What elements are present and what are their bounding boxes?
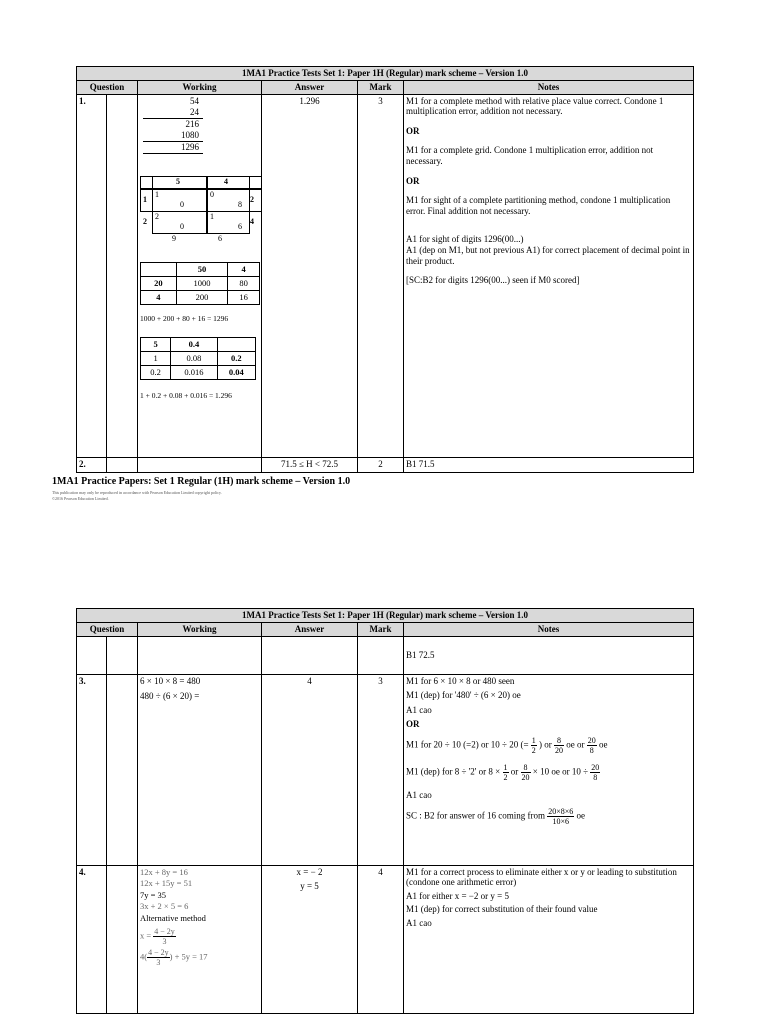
fraction — [531, 736, 537, 755]
fraction — [503, 763, 509, 782]
lattice-cell-digit: 0 — [180, 199, 184, 209]
header-answer: Answer — [262, 623, 358, 637]
mark-cell — [358, 636, 404, 674]
answer-cell: 71.5 ≤ H < 72.5 — [262, 457, 358, 472]
fraction-num: 1 — [531, 736, 536, 746]
question-subpart — [107, 457, 138, 472]
header-working: Working — [138, 81, 262, 95]
fraction-num: 20 — [591, 763, 600, 773]
mult-line: 1296 — [143, 142, 203, 154]
working-line: 12x + 8y = 16 — [140, 866, 188, 877]
question-row-1 — [77, 94, 694, 457]
grid-cell — [217, 338, 255, 352]
mark-scheme-table-1 — [76, 66, 694, 473]
note-line: M1 (dep) for '480' ÷ (6 × 20) oe — [406, 690, 521, 701]
lattice-top-digit: 5 — [176, 176, 180, 186]
grid-cell — [141, 262, 177, 276]
header-question: Question — [77, 623, 138, 637]
note-text: oe or — [566, 739, 585, 750]
note-text: ) or — [539, 739, 552, 750]
working-text: ) + 5y = 17 — [169, 951, 208, 962]
working-line: 480 ÷ (6 × 20) = — [140, 691, 200, 702]
note-line: A1 for either x = −2 or y = 5 — [406, 890, 509, 901]
working-line: Alternative method — [140, 912, 206, 923]
fraction-den: 3 — [156, 958, 161, 968]
note-text: M1 (dep) for 8 ÷ '2' or 8 × — [406, 766, 501, 777]
lattice-left-digit: 1 — [143, 194, 147, 204]
note-line: A1 for sight of digits 1296(00...) — [406, 234, 524, 245]
lattice-cell-digit: 8 — [238, 199, 242, 209]
lattice-bottom-digit: 6 — [218, 233, 222, 243]
answer-cell — [262, 865, 358, 1013]
fraction-num: 8 — [554, 736, 564, 746]
mult-line: 54 — [190, 95, 199, 106]
grid-row — [141, 338, 256, 352]
fraction-den: 20 — [555, 746, 564, 756]
fraction-den: 8 — [593, 773, 598, 783]
question-row-2-continued — [77, 636, 694, 674]
mult-line: 1080 — [143, 130, 203, 142]
question-subpart — [107, 636, 138, 674]
note-line: M1 for sight of a complete partitioning method, condone 1 multiplication error. Final addition not necessary. — [406, 195, 671, 216]
fraction — [590, 763, 600, 782]
note-or: OR — [406, 125, 420, 136]
grid2-equation: 1 + 0.2 + 0.08 + 0.016 = 1.296 — [140, 391, 232, 401]
note-text: SC : B2 for answer of 16 coming from — [406, 810, 545, 821]
grid-cell: 0.04 — [217, 366, 255, 380]
answer-line: y = 5 — [300, 881, 319, 892]
fraction-den: 20 — [521, 773, 530, 783]
header-answer: Answer — [262, 81, 358, 95]
mult-line: 24 — [143, 107, 203, 119]
header-notes: Notes — [404, 623, 694, 637]
fraction-num: 1 — [503, 763, 508, 773]
note-line: M1 for a complete method with relative place value correct. Condone 1 multiplication error, addition not necessary. — [406, 95, 664, 117]
grid-cell: 0.2 — [141, 366, 171, 380]
fraction — [521, 763, 531, 782]
notes-cell — [404, 674, 694, 865]
mark-cell: 3 — [358, 94, 404, 457]
header-notes: Notes — [404, 81, 694, 95]
grid-cell: 4 — [141, 290, 177, 304]
note-line — [406, 763, 691, 782]
note-line: A1 (dep on M1, but not previous A1) for correct placement of decimal point in their product. — [406, 245, 690, 266]
grid-cell: 1 — [141, 352, 171, 366]
grid-cell: 0.4 — [171, 338, 218, 352]
lattice-cell-digit: 1 — [155, 189, 159, 199]
question-row-4 — [77, 865, 694, 1013]
partition-grid-1 — [140, 262, 260, 305]
note-text: or — [510, 766, 519, 777]
working-cell — [138, 457, 262, 472]
lattice-bottom-digit: 9 — [172, 233, 176, 243]
grid-row — [141, 290, 260, 304]
fraction-num: 8 — [521, 763, 531, 773]
mark-scheme-page-2 — [0, 600, 768, 1024]
notes-cell: B1 72.5 — [404, 636, 694, 674]
working-cell — [138, 865, 262, 1013]
header-mark: Mark — [358, 623, 404, 637]
question-number: 4. — [77, 865, 107, 1013]
note-line — [406, 736, 691, 755]
fraction — [147, 948, 170, 967]
note-line: M1 for a correct process to eliminate either x or y or leading to substitution (condone one arithmetic error) — [406, 866, 677, 888]
answer-cell: 4 — [262, 674, 358, 865]
fraction — [554, 736, 564, 755]
lattice-cell-digit: 1 — [210, 211, 214, 221]
fraction — [153, 927, 176, 946]
answer-cell: 1.296 — [262, 94, 358, 457]
lattice-right-digit: 2 — [250, 194, 254, 204]
note-text: oe — [576, 810, 586, 821]
note-line: M1 for 6 × 10 × 8 or 480 seen — [406, 675, 515, 686]
question-number: 1. — [77, 94, 107, 457]
fraction-den: 8 — [589, 746, 594, 756]
note-or: OR — [406, 719, 420, 730]
mark-cell: 4 — [358, 865, 404, 1013]
partition-grid-2 — [140, 337, 256, 380]
grid-cell: 20 — [141, 276, 177, 290]
question-number: 3. — [77, 674, 107, 865]
notes-cell — [404, 865, 694, 1013]
fraction — [587, 736, 597, 755]
header-working: Working — [138, 623, 262, 637]
working-text: x = — [140, 930, 152, 941]
note-line: A1 cao — [406, 704, 432, 715]
answer-cell — [262, 636, 358, 674]
note-line: M1 for a complete grid. Condone 1 multiplication error, addition not necessary. — [406, 145, 654, 167]
fraction — [547, 807, 574, 826]
question-number: 2. — [77, 457, 107, 472]
long-multiplication — [143, 96, 203, 154]
footer-title: 1MA1 Practice Papers: Set 1 Regular (1H) mark scheme – Version 1.0 — [52, 476, 351, 487]
grid-row — [141, 352, 256, 366]
note-line: A1 cao — [406, 918, 432, 929]
lattice-grid — [140, 176, 260, 248]
working-cell — [138, 94, 262, 457]
question-number — [77, 636, 107, 674]
mark-scheme-table-2 — [76, 608, 694, 1014]
grid-cell: 0.08 — [171, 352, 218, 366]
mark-cell: 2 — [358, 457, 404, 472]
working-line — [140, 948, 259, 967]
working-text: 4( — [140, 951, 148, 962]
mult-line: 216 — [185, 118, 199, 129]
grid-row — [141, 366, 256, 380]
grid-cell: 80 — [228, 276, 260, 290]
fraction-den: 2 — [531, 746, 536, 756]
lattice-left-digit: 2 — [143, 216, 147, 226]
grid-cell: 200 — [176, 290, 228, 304]
fraction-den: 10×6 — [552, 816, 569, 826]
grid-cell: 0.016 — [171, 366, 218, 380]
working-line: 6 × 10 × 8 = 480 — [140, 675, 201, 686]
notes-cell — [404, 94, 694, 457]
mark-cell: 3 — [358, 674, 404, 865]
grid-cell: 16 — [228, 290, 260, 304]
note-text: oe — [599, 739, 608, 750]
working-cell — [138, 636, 262, 674]
lattice-cell-digit: 2 — [155, 211, 159, 221]
question-row-3 — [77, 674, 694, 865]
note-line: A1 cao — [406, 790, 432, 801]
working-line: 7y = 35 — [140, 889, 167, 900]
working-cell — [138, 674, 262, 865]
question-subpart — [107, 674, 138, 865]
answer-line: x = − 2 — [296, 866, 323, 877]
note-text: M1 for 20 ÷ 10 (=2) or 10 ÷ 20 (= — [406, 739, 529, 750]
grid-cell: 1000 — [176, 276, 228, 290]
grid-cell: 4 — [228, 262, 260, 276]
fraction-den: 2 — [503, 773, 508, 783]
footer-copyright: ©2016 Pearson Education Limited. — [52, 496, 109, 501]
notes-cell: B1 71.5 — [404, 457, 694, 472]
lattice-cell-digit: 0 — [180, 221, 184, 231]
fraction-num: 4 − 2y — [154, 927, 175, 937]
lattice-right-digit: 4 — [250, 216, 254, 226]
grid-cell: 0.2 — [217, 352, 255, 366]
question-subpart — [107, 865, 138, 1013]
working-line: 3x + 2 × 5 = 6 — [140, 901, 189, 912]
working-line: 12x + 15y = 51 — [140, 878, 193, 889]
fraction-num: 20 — [587, 736, 596, 746]
fraction-den: 3 — [162, 937, 167, 947]
grid-cell: 5 — [141, 338, 171, 352]
note-or: OR — [406, 175, 420, 186]
question-subpart — [107, 94, 138, 457]
fraction-num: 4 − 2y — [148, 948, 169, 958]
question-row-2 — [77, 457, 694, 472]
header-question: Question — [77, 81, 138, 95]
grid-row — [141, 262, 260, 276]
note-text: × 10 oe or 10 ÷ — [532, 766, 589, 777]
note-line: M1 (dep) for correct substitution of their found value — [406, 904, 598, 915]
note-line: [SC:B2 for digits 1296(00...) seen if M0 scored] — [406, 275, 580, 286]
lattice-cell-digit: 6 — [238, 221, 242, 231]
working-line — [140, 927, 259, 946]
table-title: 1MA1 Practice Tests Set 1: Paper 1H (Regular) mark scheme – Version 1.0 — [77, 609, 694, 623]
footer-copyright-policy: This publication may only be reproduced in accordance with Pearson Education Limited copyright policy. — [52, 490, 222, 495]
header-mark: Mark — [358, 81, 404, 95]
grid-cell: 50 — [176, 262, 228, 276]
lattice-cell-digit: 0 — [210, 189, 214, 199]
grid1-equation: 1000 + 200 + 80 + 16 = 1296 — [140, 313, 229, 323]
grid-row — [141, 276, 260, 290]
fraction-num: 20×8×6 — [548, 806, 574, 816]
note-line — [406, 807, 691, 826]
table-title: 1MA1 Practice Tests Set 1: Paper 1H (Regular) mark scheme – Version 1.0 — [77, 67, 694, 81]
lattice-top-digit: 4 — [224, 176, 228, 186]
